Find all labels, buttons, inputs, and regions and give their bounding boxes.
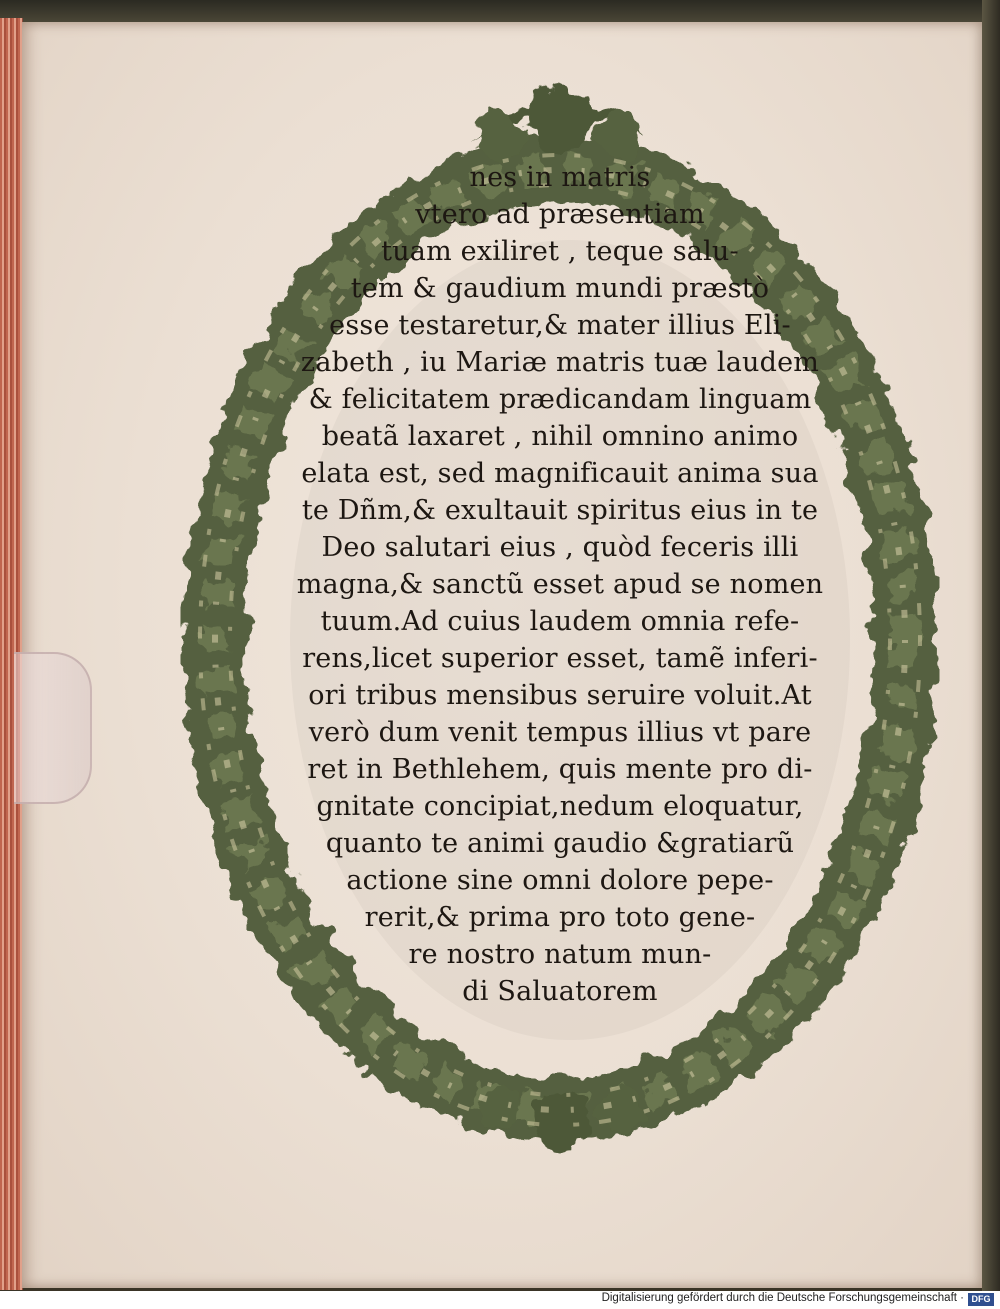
text-line: & felicitatem prædicandam linguam bbox=[308, 384, 812, 415]
text-line: esse testaretur,& mater illius Eli- bbox=[329, 310, 791, 341]
text-line: magna,& sanctũ esset apud se nomen bbox=[296, 569, 824, 600]
text-line: re nostro natum mun- bbox=[408, 939, 712, 970]
body-text bbox=[240, 160, 880, 1040]
text-line: Deo salutari eius , quòd feceris illi bbox=[321, 532, 799, 563]
text-line: ori tribus mensibus seruire voluit.At bbox=[308, 680, 812, 711]
footer-credit: Digitalisierung gefördert durch die Deutsche Forschungsgemeinschaft · bbox=[601, 1292, 964, 1304]
text-line: actione sine omni dolore pepe- bbox=[346, 865, 774, 896]
book-cover-top bbox=[0, 0, 1000, 22]
text-line: zabeth , iu Mariæ matris tuæ laudem bbox=[300, 347, 820, 378]
text-line: te Dñm,& exultauit spiritus eius in te bbox=[301, 495, 819, 526]
dfg-logo-icon[interactable]: DFG bbox=[968, 1293, 994, 1306]
text-line: quanto te animi gaudio &gratiarũ bbox=[325, 828, 795, 859]
text-line: tem & gaudium mundi præstò bbox=[350, 273, 770, 304]
text-line: vtero ad præsentiam bbox=[415, 199, 705, 230]
text-line: di Saluatorem bbox=[462, 976, 658, 1007]
text-line: tuum.Ad cuius laudem omnia refe- bbox=[320, 606, 800, 637]
text-line: rerit,& prima pro toto gene- bbox=[364, 902, 756, 933]
text-line: verò dum venit tempus illius vt pare bbox=[308, 717, 812, 748]
text-line: elata est, sed magnificauit anima sua bbox=[301, 458, 819, 489]
text-line: tuam exiliret , teque salu- bbox=[381, 236, 739, 267]
book-cover-right bbox=[982, 0, 1000, 1295]
text-line: rens,licet superior esset, tamẽ inferi- bbox=[302, 643, 818, 674]
text-line: beatã laxaret , nihil omnino animo bbox=[321, 421, 799, 452]
text-line: gnitate concipiat,nedum eloquatur, bbox=[316, 791, 804, 822]
text-line: ret in Bethlehem, quis mente pro di- bbox=[307, 754, 813, 785]
page-clip bbox=[14, 652, 92, 804]
text-line: nes in matris bbox=[469, 162, 651, 193]
